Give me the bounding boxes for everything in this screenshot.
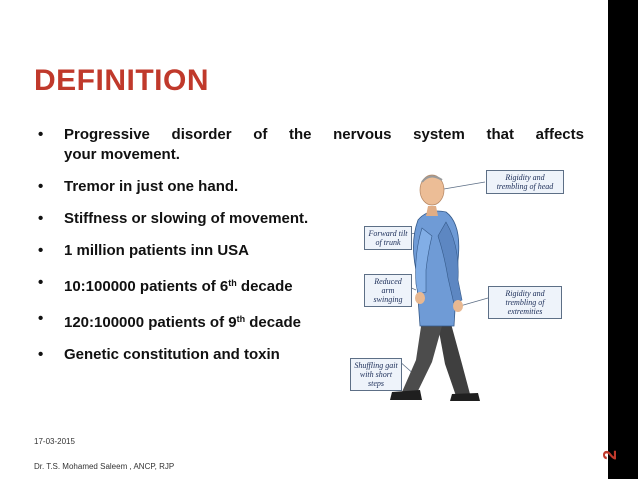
bullet-text-post: decade xyxy=(245,314,301,331)
bullet-text: 1 million patients inn USA xyxy=(64,242,250,259)
bullet-text-post: decade xyxy=(236,278,293,295)
bullet-dot: • xyxy=(38,126,44,143)
bullet-text-pre: 120:100000 patients of 9 xyxy=(64,314,237,331)
callout-gait: Shuffling gait with short steps xyxy=(350,358,402,391)
bullet-text-pre: 10:100000 patients of 6 xyxy=(64,278,229,295)
callout-extremities: Rigidity and trembling of extremities xyxy=(488,286,562,319)
bullet-dot: • xyxy=(38,310,44,327)
footer-date: 17-03-2015 xyxy=(34,437,75,446)
slide-number: 2 xyxy=(600,450,620,461)
footer-author: Dr. T.S. Mohamed Saleem , ANCP, RJP xyxy=(34,462,175,471)
bullet-text: Tremor in just one hand. xyxy=(64,178,239,195)
bullet-dot: • xyxy=(38,210,44,227)
bullet-dot: • xyxy=(38,178,44,195)
bullet-text: Stiffness or slowing of movement. xyxy=(64,210,309,227)
bullet-text: Genetic constitution and toxin xyxy=(64,346,280,363)
callout-trunk: Forward tilt of trunk xyxy=(364,226,412,250)
bullet-text-sup: th xyxy=(236,314,246,324)
bullet-dot: • xyxy=(38,242,44,259)
right-edge-bar xyxy=(608,0,638,479)
callout-arm: Reduced arm swinging xyxy=(364,274,412,307)
parkinson-figure xyxy=(350,150,585,410)
bullet-text-line1: Progressive disorder of the nervous system that affects xyxy=(64,126,584,143)
bullet-text-sup: th xyxy=(228,278,237,288)
bullet-text-line2: your movement. xyxy=(64,146,180,163)
bullet-dot: • xyxy=(38,274,44,291)
slide-title: DEFINITION xyxy=(34,64,209,97)
bullet-dot: • xyxy=(38,346,44,363)
callout-head: Rigidity and trembling of head xyxy=(486,170,564,194)
